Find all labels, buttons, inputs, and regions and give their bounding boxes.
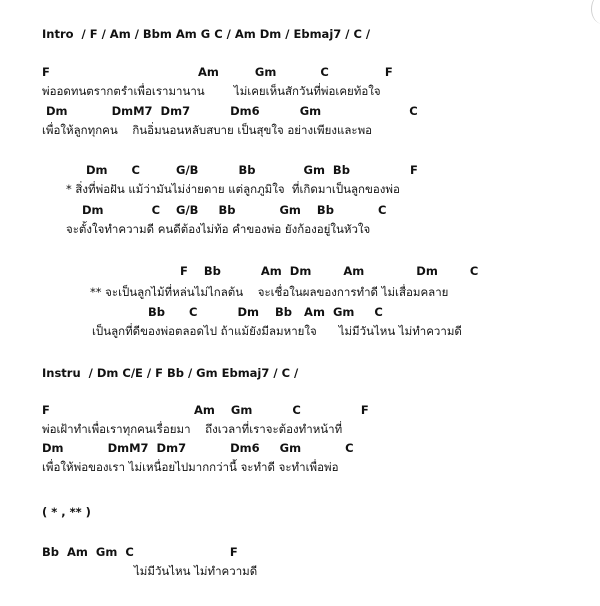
lyric-line-chorus-a: * สิ่งที่พ่อฝัน แม้ว่ามันไม่ง่ายดาย แต่ลูกภูมิใจ ที่เกิดมาเป็นลูกของพ่อ bbox=[66, 182, 400, 196]
chord-line-hook-b: Bb C Dm Bb Am Gm C bbox=[148, 305, 383, 319]
chord-line-chorus-a: Dm C G/B Bb Gm Bb F bbox=[86, 163, 418, 177]
lyric-line-verse2-b: เพื่อให้พ่อของเรา ไม่เหนื่อยไปมากกว่านี้ จะทำดี จะทำเพื่อพ่อ bbox=[42, 460, 339, 474]
chord-line-verse2-b: Dm DmM7 Dm7 Dm6 Gm C bbox=[42, 441, 354, 455]
chord-line-hook-a: F Bb Am Dm Am Dm C bbox=[180, 264, 479, 278]
intro-line: Intro / F / Am / Bbm Am G C / Am Dm / Ebmaj7 / C / bbox=[42, 27, 371, 41]
chord-line-verse1-b: Dm DmM7 Dm7 Dm6 Gm C bbox=[42, 104, 418, 118]
lyric-line-chorus-b: จะตั้งใจทำความดี คนดีต้องไม่ท้อ คำของพ่อ ยังก้องอยู่ในหัวใจ bbox=[66, 222, 371, 236]
page-corner-edge bbox=[591, 0, 600, 24]
lyric-line-verse1-b: เพื่อให้ลูกทุกคน กินอิ่มนอนหลับสบาย เป็นสุขใจ อย่างเพียงและพอ bbox=[42, 123, 373, 137]
chord-line-verse1-a: F Am Gm C F bbox=[42, 65, 393, 79]
lyric-line-hook-b: เป็นลูกที่ดีของพ่อตลอดไป ถ้าแม้ยังมีลมหายใจ ไม่มีวันไหน ไม่ทำความดี bbox=[92, 324, 462, 338]
lyric-line-outro: ไม่มีวันไหน ไม่ทำความดี bbox=[134, 564, 258, 578]
chord-line-outro: Bb Am Gm C F bbox=[42, 545, 238, 559]
instru-line: Instru / Dm C/E / F Bb / Gm Ebmaj7 / C / bbox=[42, 366, 299, 380]
repeat-marker: ( * , ** ) bbox=[42, 505, 91, 519]
chord-line-verse2-a: F Am Gm C F bbox=[42, 403, 369, 417]
lyric-line-hook-a: ** จะเป็นลูกไม้ที่หล่นไม่ไกลต้น จะเชื่อในผลของการทำดี ไม่เสื่อมคลาย bbox=[90, 285, 449, 299]
lyric-line-verse1-a: พ่ออดทนตรากตรำเพื่อเรามานาน ไม่เคยเห็นสักวันที่พ่อเคยท้อใจ bbox=[42, 84, 381, 98]
chord-line-chorus-b: Dm C G/B Bb Gm Bb C bbox=[82, 203, 387, 217]
lyric-line-verse2-a: พ่อเฝ้าทำเพื่อเราทุกคนเรื่อยมา ถึงเวลาที่เราจะต้องทำหน้าที่ bbox=[42, 422, 343, 436]
